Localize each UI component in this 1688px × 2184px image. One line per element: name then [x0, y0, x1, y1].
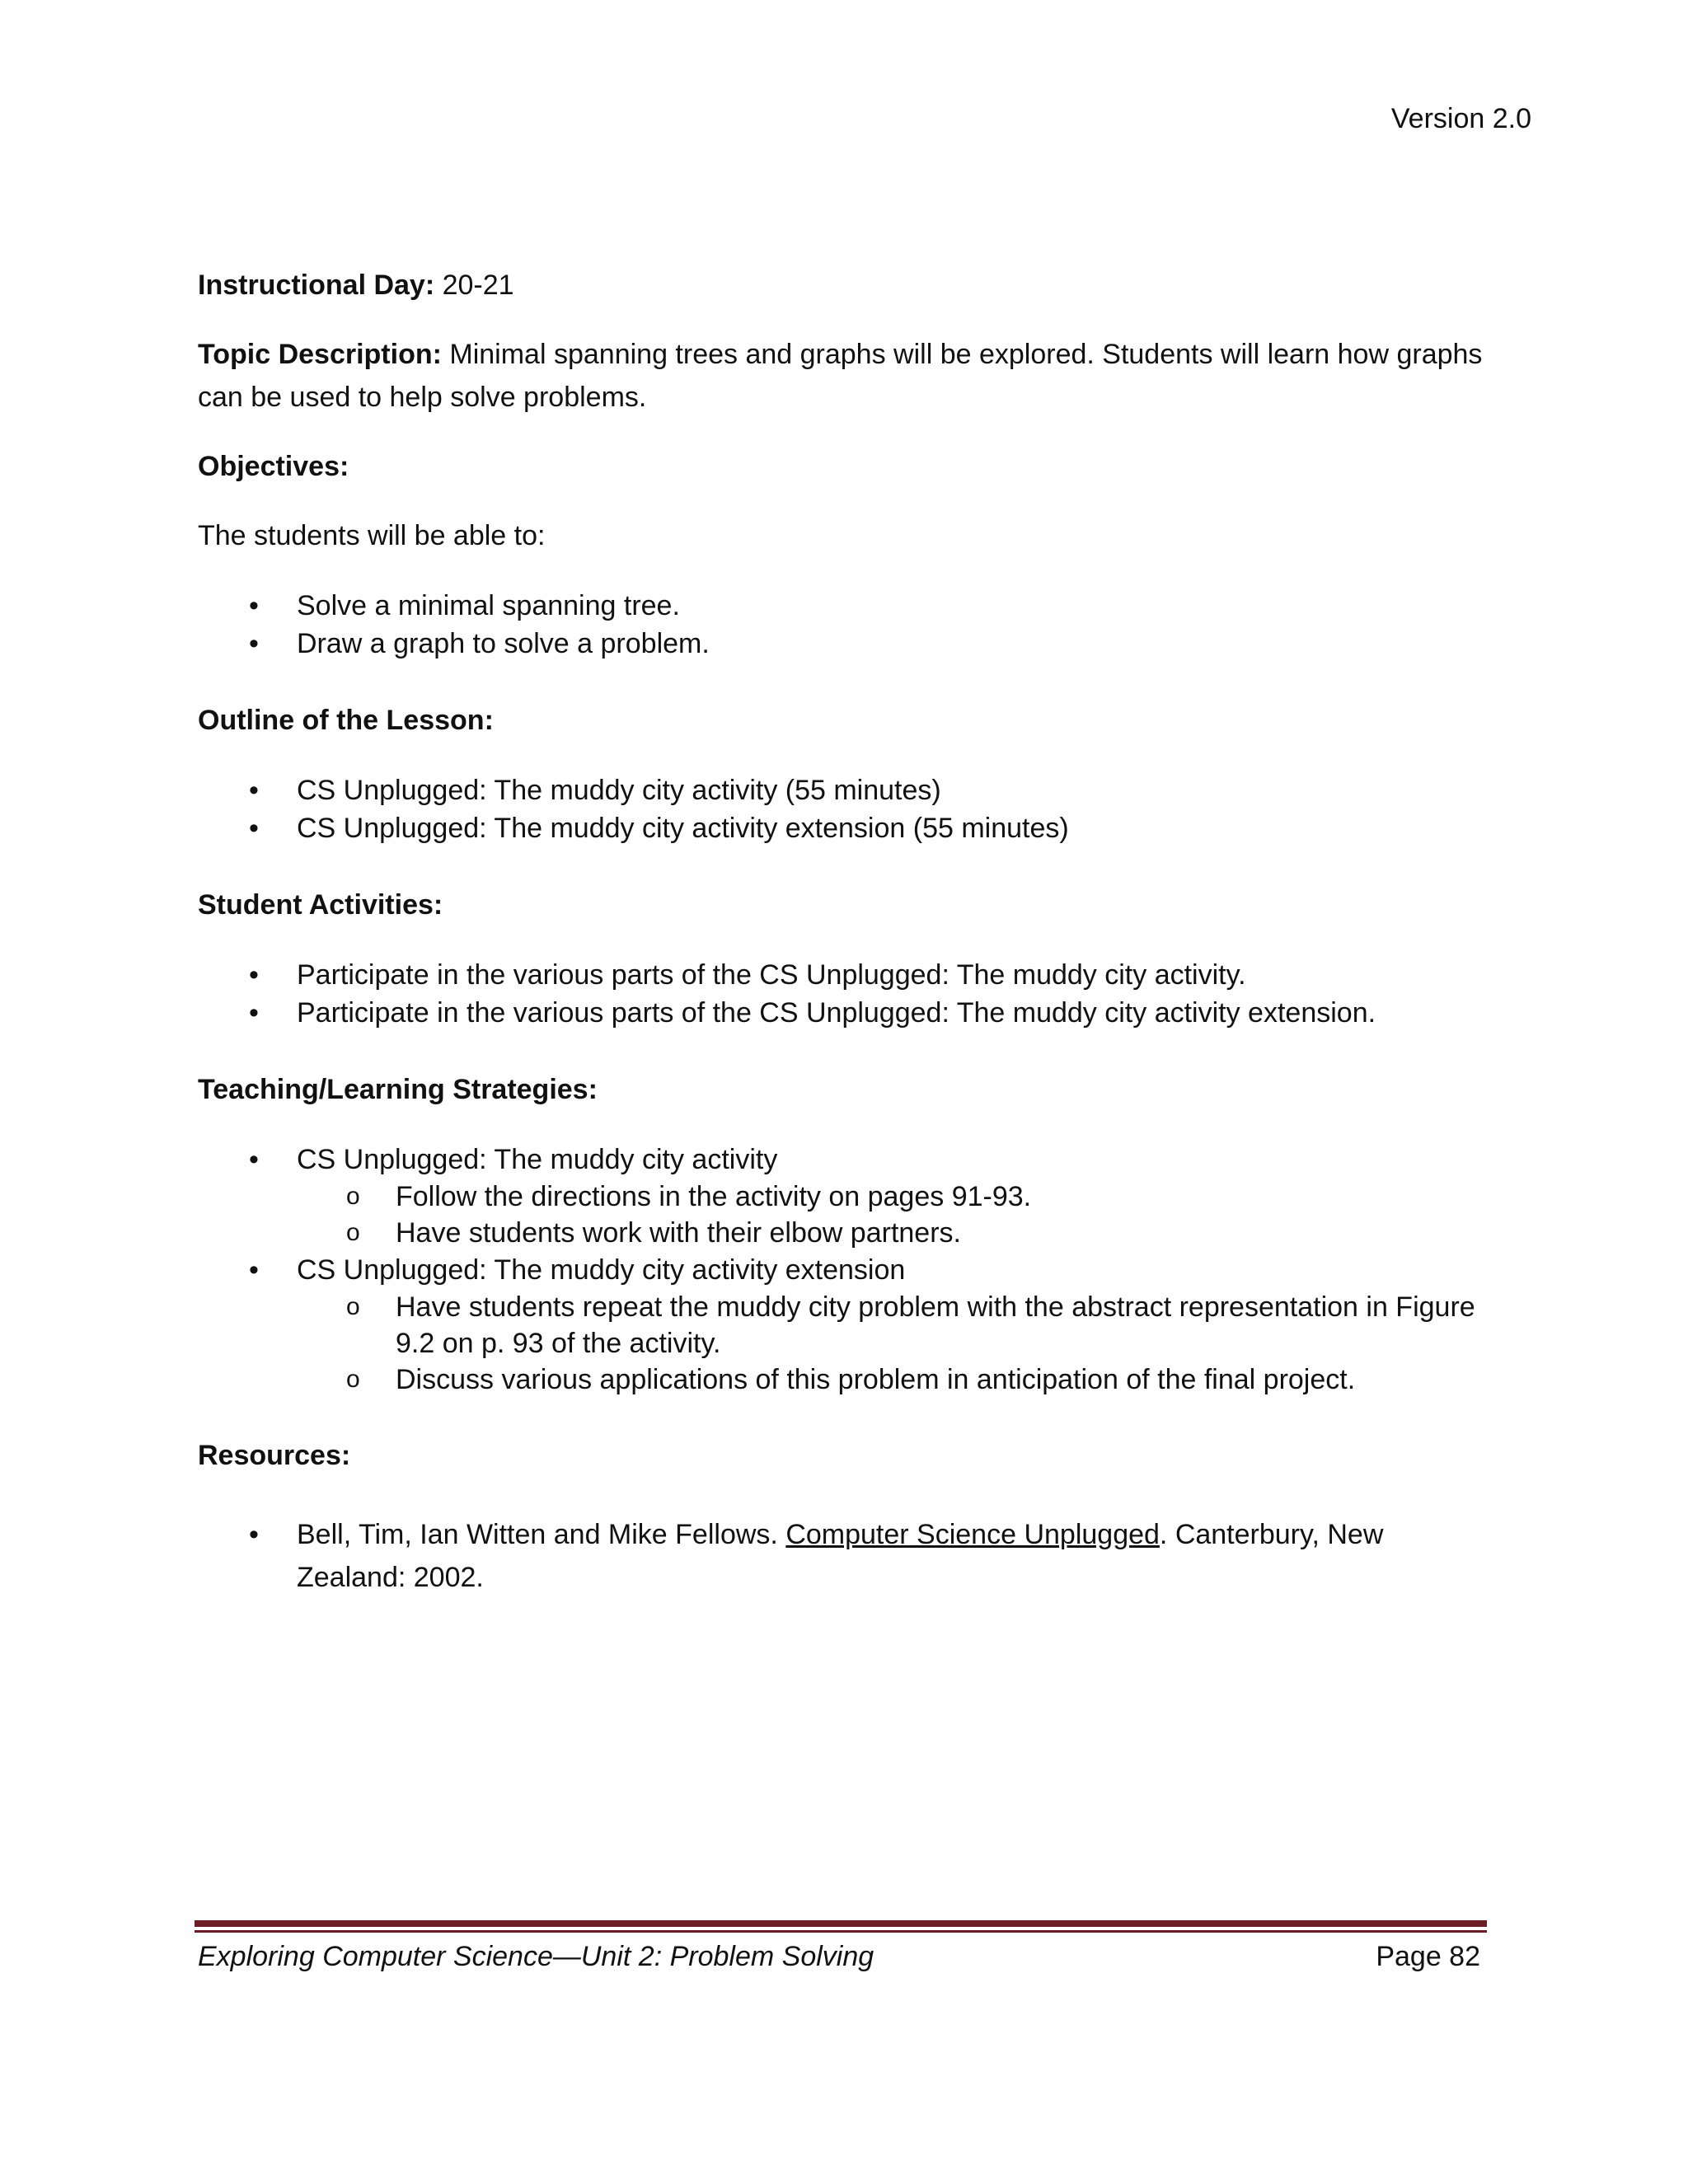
- footer-page-number: Page 82: [1376, 1941, 1480, 1972]
- bullet-icon: •: [249, 590, 259, 621]
- lesson-content: [198, 264, 1484, 1599]
- sub-list-item-text: Have students work with their elbow partners.: [396, 1217, 961, 1249]
- sub-list-item-text: Discuss various applications of this problem in anticipation of the final project.: [396, 1364, 1356, 1395]
- instructional-day-label: Instructional Day:: [198, 269, 435, 301]
- strategies-heading: Teaching/Learning Strategies:: [198, 1074, 598, 1105]
- list-item-text: Draw a graph to solve a problem.: [297, 628, 710, 659]
- list-item-text: Participate in the various parts of the CS Unplugged: The muddy city activity extension.: [297, 997, 1376, 1029]
- bullet-icon: •: [249, 628, 259, 659]
- outline-list: [198, 771, 1484, 847]
- list-item: [198, 587, 1484, 625]
- topic-description-text: Minimal spanning trees and graphs will be explored. Students will learn how graphs can be used to help solve problems.: [198, 339, 1483, 413]
- list-item-text: CS Unplugged: The muddy city activity extension (55 minutes): [297, 813, 1069, 844]
- student-activities-heading: Student Activities:: [198, 889, 443, 921]
- list-item: [198, 956, 1484, 994]
- list-item-text: CS Unplugged: The muddy city activity (55 minutes): [297, 775, 941, 806]
- list-item: [198, 1141, 1484, 1251]
- list-item-text: Solve a minimal spanning tree.: [297, 590, 680, 621]
- citation-title: Computer Science Unplugged: [785, 1519, 1160, 1550]
- citation-publisher: . Canterbury, New Zealand: 2002.: [297, 1519, 1384, 1593]
- bullet-icon: •: [249, 1254, 259, 1286]
- list-item: [198, 625, 1484, 663]
- instructional-day-value: 20-21: [434, 269, 514, 301]
- circle-bullet-icon: o: [346, 1366, 360, 1393]
- bullet-icon: •: [249, 1519, 259, 1550]
- circle-bullet-icon: o: [346, 1293, 360, 1320]
- bullet-icon: •: [249, 813, 259, 844]
- resources-heading: Resources:: [198, 1440, 351, 1471]
- strategies-list: [198, 1141, 1484, 1398]
- list-item: [198, 1251, 1484, 1398]
- bullet-icon: •: [249, 959, 259, 991]
- sub-list-item: [297, 1289, 1484, 1361]
- sub-list-item-text: Have students repeat the muddy city problem with the abstract representation in Figure 9.2 on p. 93 of the activity.: [396, 1291, 1475, 1359]
- circle-bullet-icon: o: [346, 1219, 360, 1246]
- list-item-text: CS Unplugged: The muddy city activity extension: [297, 1254, 906, 1286]
- footer-divider-thin: [195, 1930, 1487, 1933]
- sub-list: [297, 1289, 1484, 1398]
- version-label: Version 2.0: [1390, 103, 1531, 134]
- resources-list: [198, 1513, 1484, 1599]
- bullet-icon: •: [249, 997, 259, 1029]
- objectives-heading: Objectives:: [198, 451, 349, 482]
- sub-list: [297, 1179, 1484, 1251]
- circle-bullet-icon: o: [346, 1183, 360, 1210]
- citation-authors: Bell, Tim, Ian Witten and Mike Fellows.: [297, 1519, 786, 1550]
- sub-list-item-text: Follow the directions in the activity on pages 91-93.: [396, 1181, 1032, 1212]
- bullet-icon: •: [249, 775, 259, 806]
- list-item: [198, 1513, 1484, 1599]
- outline-heading: Outline of the Lesson:: [198, 705, 494, 736]
- objectives-intro: The students will be able to:: [198, 520, 546, 551]
- topic-description-label: Topic Description:: [198, 339, 442, 370]
- bullet-icon: •: [249, 1144, 259, 1175]
- footer-course-title: Exploring Computer Science—Unit 2: Problem Solving: [198, 1941, 874, 1972]
- student-activities-list: [198, 956, 1484, 1032]
- sub-list-item: [297, 1179, 1484, 1215]
- topic-description: [198, 333, 1484, 419]
- sub-list-item: [297, 1215, 1484, 1251]
- objectives-list: [198, 587, 1484, 663]
- list-item: [198, 809, 1484, 847]
- list-item: [198, 771, 1484, 809]
- instructional-day: [198, 264, 1484, 307]
- list-item-text: Participate in the various parts of the CS Unplugged: The muddy city activity.: [297, 959, 1246, 991]
- list-item: [198, 994, 1484, 1032]
- sub-list-item: [297, 1361, 1484, 1398]
- footer-divider-thick: [195, 1920, 1487, 1927]
- list-item-text: CS Unplugged: The muddy city activity: [297, 1144, 778, 1175]
